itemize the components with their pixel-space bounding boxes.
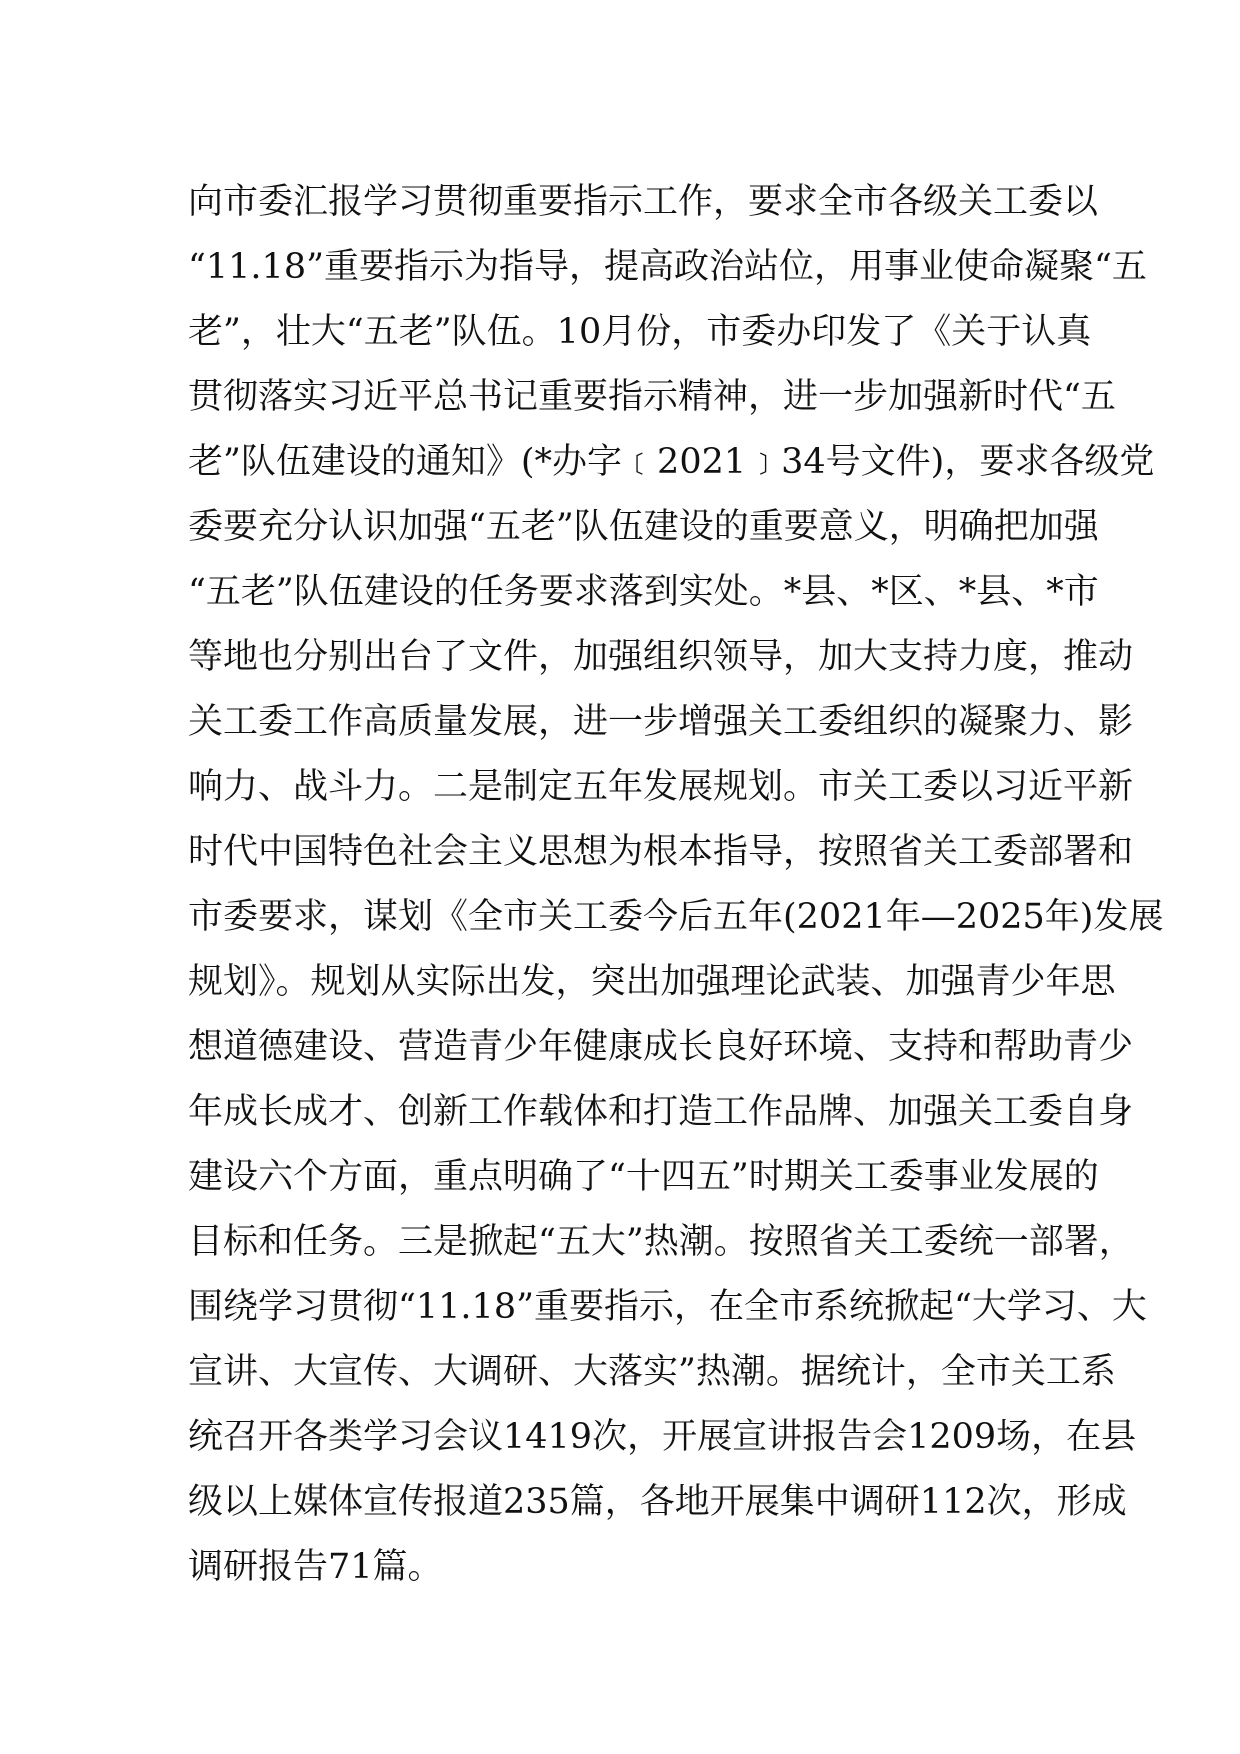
text-line: 建设六个方面，重点明确了“十四五”时期关工委事业发展的	[188, 1157, 1099, 1197]
text-line: 时代中国特色社会主义思想为根本指导，按照省关工委部署和	[188, 832, 1134, 872]
text-line: 目标和任务。三是掀起“五大”热潮。按照省关工委统一部署，	[188, 1222, 1134, 1262]
text-line: 宣讲、大宣传、大调研、大落实”热潮。据统计，全市关工系	[188, 1352, 1116, 1392]
text-line: 围绕学习贯彻“11.18”重要指示，在全市系统掀起“大学习、大	[188, 1287, 1147, 1327]
text-line: 等地也分别出台了文件，加强组织领导，加大支持力度，推动	[188, 637, 1134, 677]
text-line: 老”，壮大“五老”队伍。10月份，市委办印发了《关于认真	[188, 312, 1092, 352]
text-line: 年成长成才、创新工作载体和打造工作品牌、加强关工委自身	[188, 1092, 1134, 1132]
text-line: 规划》。规划从实际出发，突出加强理论武装、加强青少年思	[188, 962, 1116, 1002]
text-line: 市委要求，谋划《全市关工委今后五年(2021年—2025年)发展	[188, 897, 1164, 937]
text-line: “11.18”重要指示为指导，提高政治站位，用事业使命凝聚“五	[188, 247, 1147, 287]
text-line: “五老”队伍建设的任务要求落到实处。*县、*区、*县、*市	[188, 572, 1099, 612]
text-line: 关工委工作高质量发展，进一步增强关工委组织的凝聚力、影	[188, 702, 1134, 742]
body-paragraph	[188, 170, 1164, 1600]
text-line: 统召开各类学习会议1419次，开展宣讲报告会1209场，在县	[188, 1417, 1137, 1457]
text-line: 贯彻落实习近平总书记重要指示精神，进一步加强新时代“五	[188, 377, 1116, 417]
text-line: 老”队伍建设的通知》(*办字﹝2021﹞34号文件)，要求各级党	[188, 442, 1155, 482]
text-line: 响力、战斗力。二是制定五年发展规划。市关工委以习近平新	[188, 767, 1134, 807]
text-line: 向市委汇报学习贯彻重要指示工作，要求全市各级关工委以	[188, 182, 1099, 222]
text-line: 调研报告71篇。	[188, 1547, 443, 1587]
text-line: 委要充分认识加强“五老”队伍建设的重要意义，明确把加强	[188, 507, 1099, 547]
text-line: 级以上媒体宣传报道235篇，各地开展集中调研112次，形成	[188, 1482, 1127, 1522]
text-line: 想道德建设、营造青少年健康成长良好环境、支持和帮助青少	[188, 1027, 1134, 1067]
